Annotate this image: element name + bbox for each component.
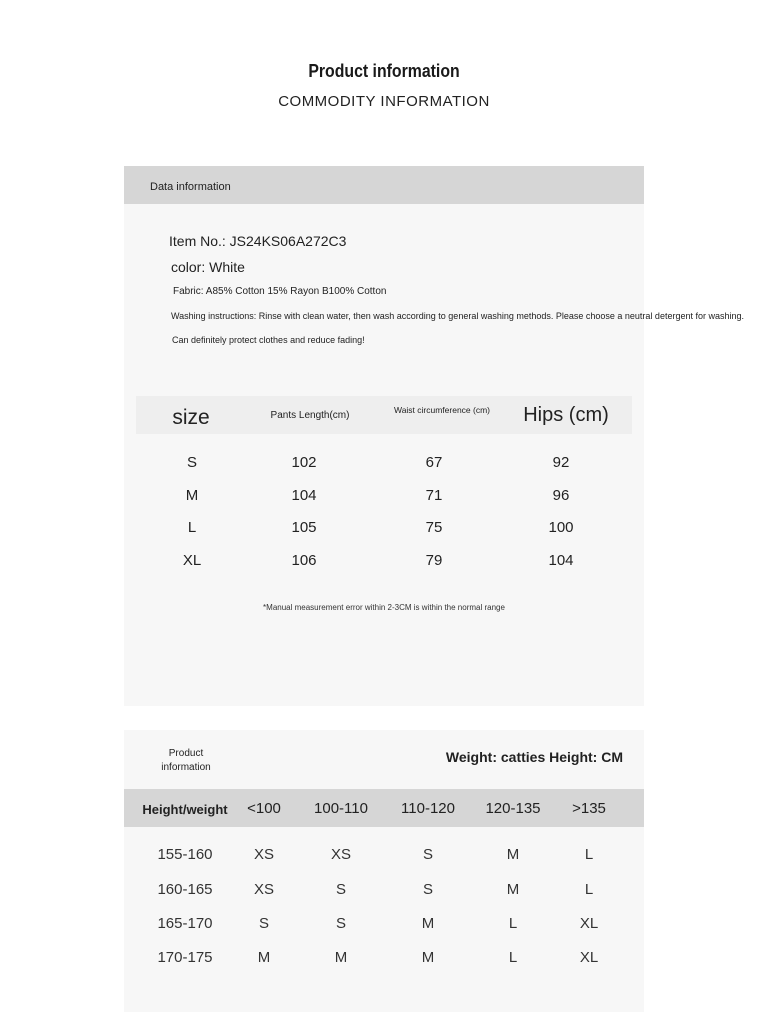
size-guide-units: Weight: catties Height: CM — [445, 749, 623, 765]
size-cell: M — [185, 487, 199, 504]
recommended-size-cell: M — [506, 881, 520, 898]
weight-range-header: <100 — [247, 800, 281, 817]
height-range-cell: 170-175 — [157, 949, 213, 966]
height-range-cell: 165-170 — [157, 915, 213, 932]
pants-length-cell: 102 — [291, 454, 317, 471]
page-subtitle: COMMODITY INFORMATION — [278, 93, 490, 110]
recommended-size-cell: XL — [579, 915, 599, 932]
size-cell: S — [186, 454, 198, 471]
size-cell: XL — [182, 552, 202, 569]
weight-range-header: 110-120 — [401, 800, 455, 817]
weight-range-header: 100-110 — [314, 800, 368, 817]
recommended-size-cell: S — [335, 915, 347, 932]
waist-header: Waist circumference (cm) — [393, 405, 491, 415]
recommended-size-cell: S — [422, 846, 434, 863]
recommended-size-cell: M — [421, 949, 435, 966]
recommended-size-cell: L — [584, 846, 594, 863]
fabric-info: Fabric: A85% Cotton 15% Rayon B100% Cotton — [173, 286, 387, 297]
data-information-label: Data information — [150, 181, 231, 193]
recommended-size-cell: XS — [253, 881, 275, 898]
recommended-size-cell: L — [508, 915, 518, 932]
weight-range-header: >135 — [572, 800, 606, 817]
item-number: Item No.: JS24KS06A272C3 — [169, 233, 347, 249]
hips-cell: 100 — [548, 519, 574, 536]
recommended-size-cell: M — [334, 949, 348, 966]
pants-length-cell: 105 — [291, 519, 317, 536]
recommended-size-cell: XS — [253, 846, 275, 863]
recommended-size-cell: M — [257, 949, 271, 966]
recommended-size-cell: L — [584, 881, 594, 898]
recommended-size-cell: L — [508, 949, 518, 966]
pants-length-cell: 106 — [291, 552, 317, 569]
height-range-cell: 155-160 — [157, 846, 213, 863]
recommended-size-cell: S — [335, 881, 347, 898]
hips-cell: 104 — [548, 552, 574, 569]
size-guide-label: Product information — [161, 748, 211, 773]
hips-header: Hips (cm) — [523, 404, 609, 426]
recommended-size-cell: M — [421, 915, 435, 932]
protect-note: Can definitely protect clothes and reduce fading! — [172, 335, 365, 345]
hips-cell: 96 — [552, 487, 570, 504]
item-color: color: White — [171, 259, 245, 275]
recommended-size-cell: S — [258, 915, 270, 932]
recommended-size-cell: S — [422, 881, 434, 898]
page-title: Product information — [308, 61, 460, 81]
weight-range-header: 120-135 — [485, 800, 541, 817]
height-weight-header: Height/weight — [142, 802, 228, 817]
washing-instructions: Washing instructions: Rinse with clean water, then wash according to general washing methods. Please choose a neutral detergent for washing. — [171, 311, 744, 321]
size-header: size — [172, 406, 210, 429]
pants-length-cell: 104 — [291, 487, 317, 504]
waist-cell: 79 — [425, 552, 443, 569]
measurement-note: *Manual measurement error within 2-3CM is within the normal range — [263, 603, 505, 612]
pants-length-header: Pants Length(cm) — [270, 410, 350, 421]
waist-cell: 75 — [425, 519, 443, 536]
waist-cell: 67 — [425, 454, 443, 471]
waist-cell: 71 — [425, 487, 443, 504]
recommended-size-cell: XL — [579, 949, 599, 966]
height-range-cell: 160-165 — [157, 881, 213, 898]
recommended-size-cell: XS — [330, 846, 352, 863]
recommended-size-cell: M — [506, 846, 520, 863]
hips-cell: 92 — [552, 454, 570, 471]
size-cell: L — [187, 519, 197, 536]
